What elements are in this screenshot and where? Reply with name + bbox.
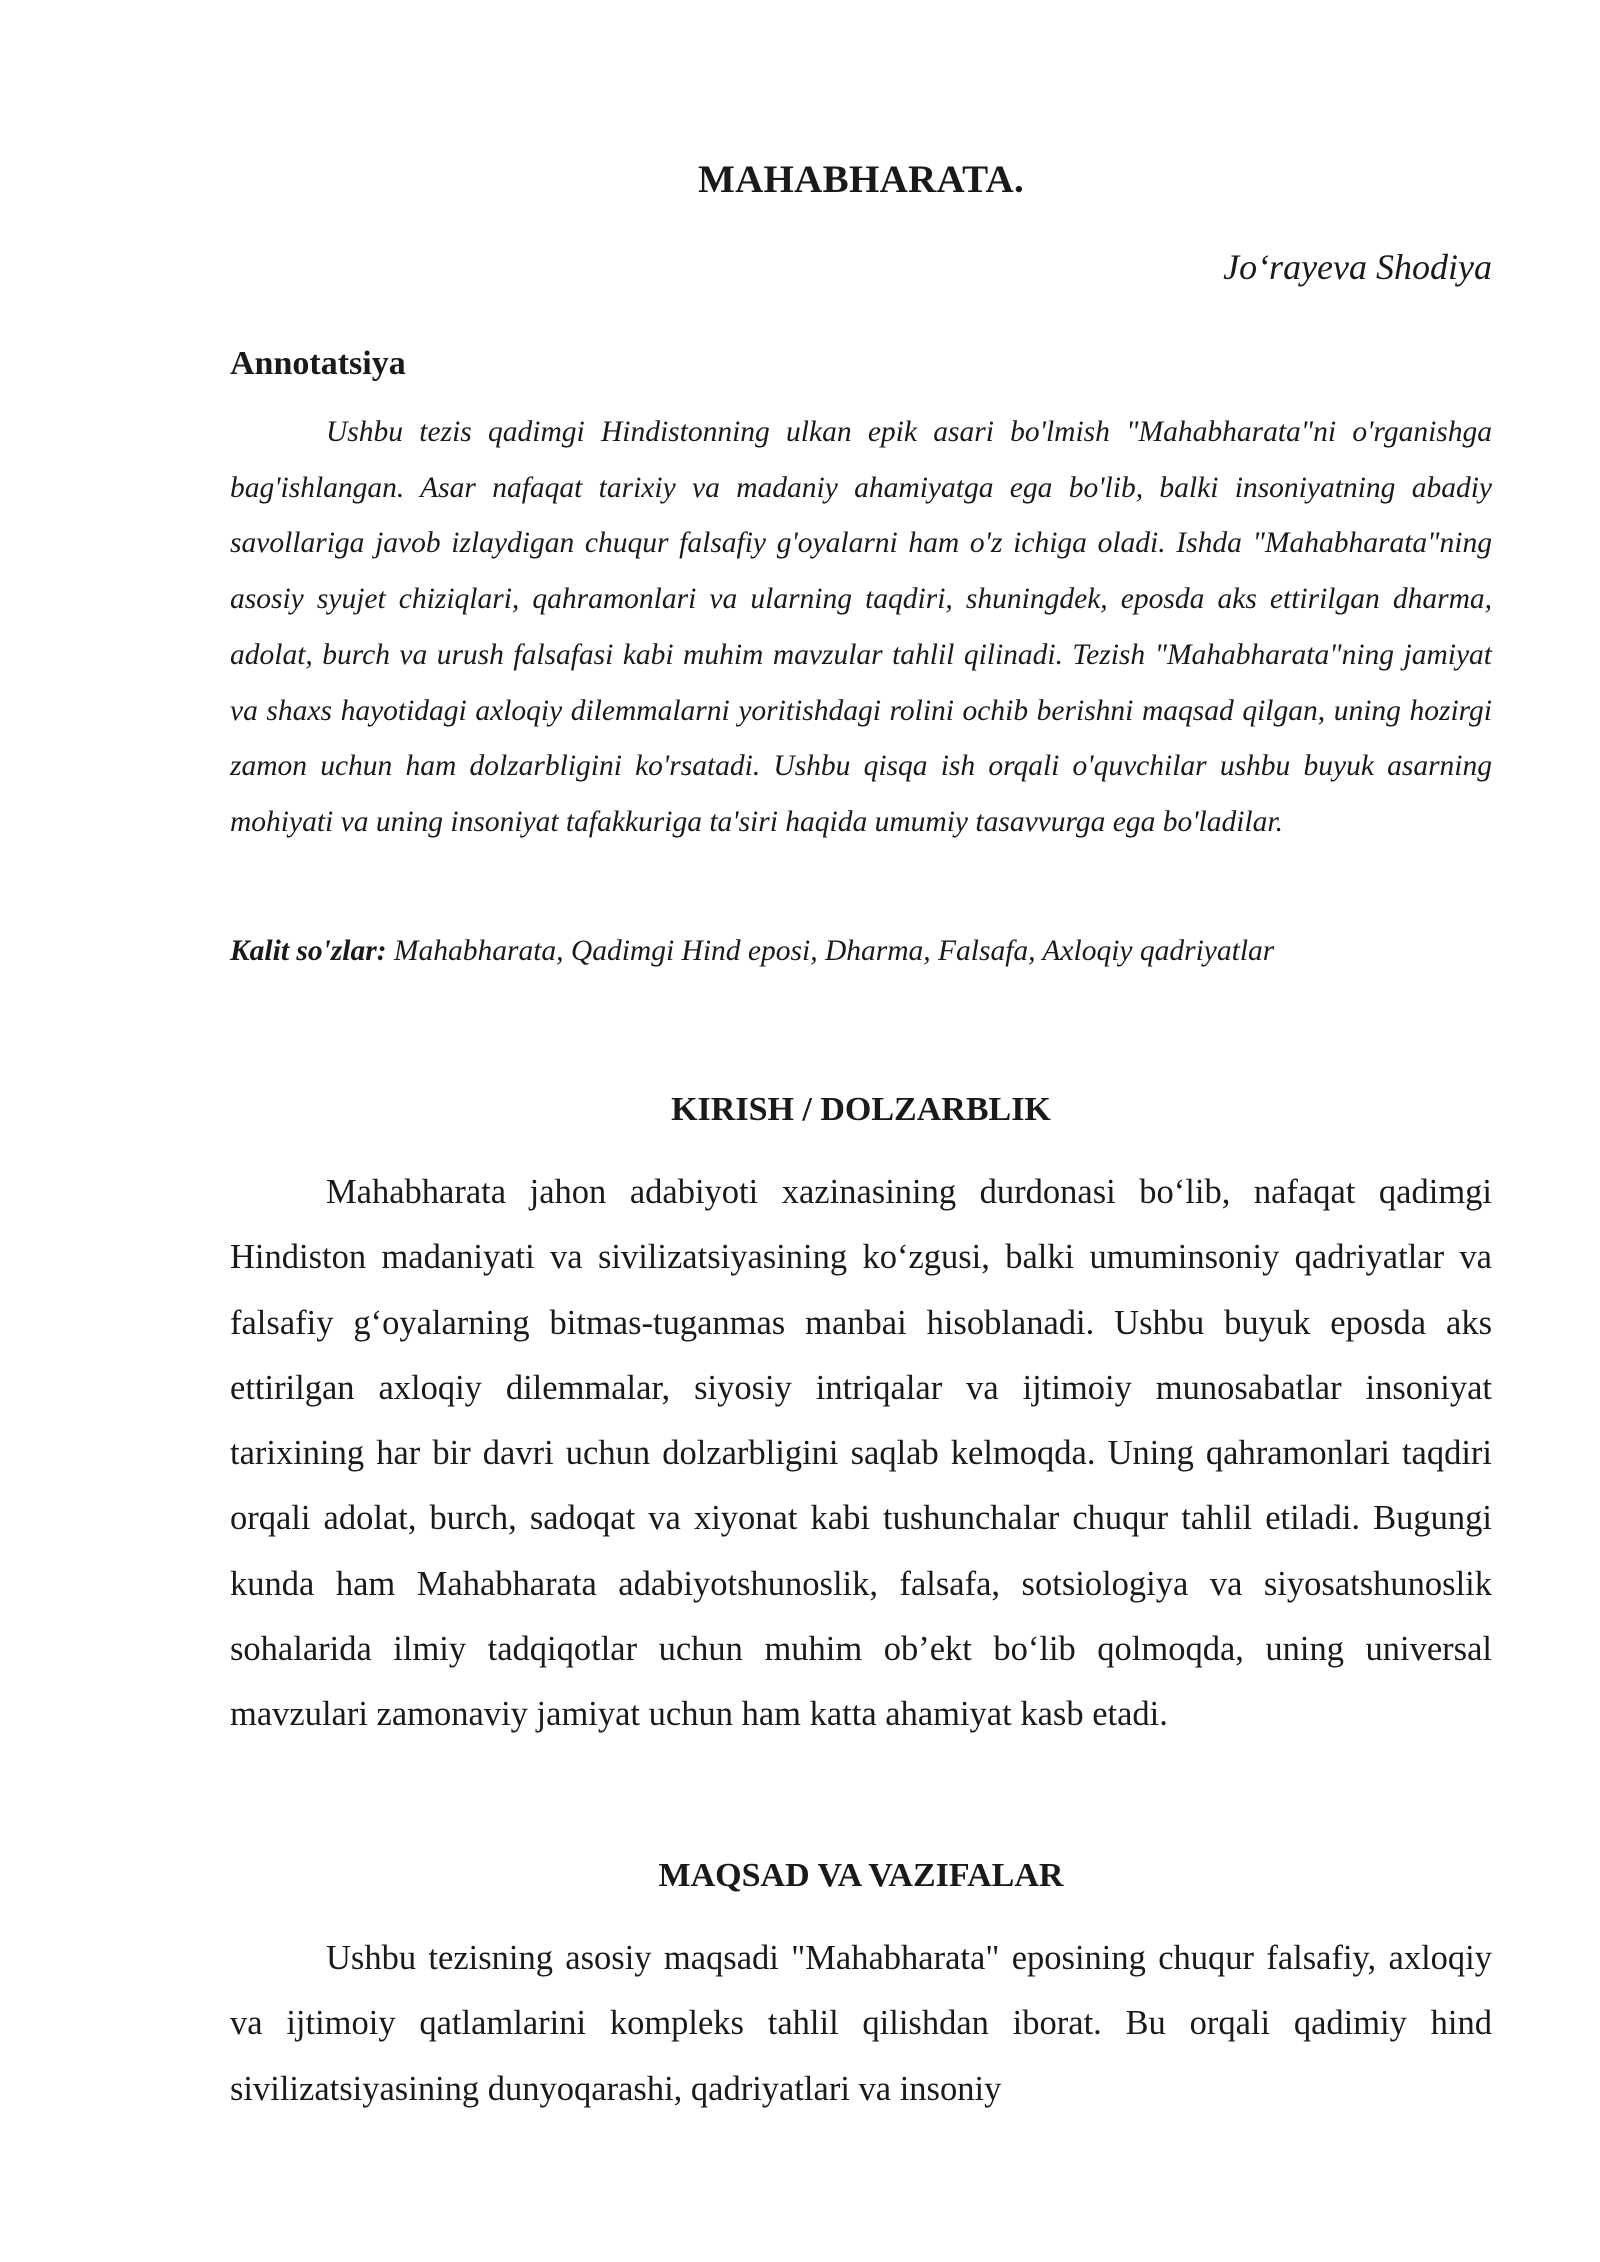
document-title: MAHABHARATA. xyxy=(697,158,1025,201)
author-name: Jo‘rayeva Shodiya xyxy=(1223,247,1492,287)
keywords-label: Kalit so'zlar: xyxy=(230,935,387,967)
intro-heading: KIRISH / DOLZARBLIK xyxy=(671,1091,1051,1128)
keywords-text: Mahabharata, Qadimgi Hind eposi, Dharma, Falsafa, Axloqiy qadriyatlar xyxy=(386,935,1275,967)
annotation-heading: Annotatsiya xyxy=(230,345,406,382)
intro-paragraph: Mahabharata jahon adabiyoti xazinasining durdonasi bo‘lib, nafaqat qadimgi Hindiston madaniyati va sivilizatsiyasining ko‘zgusi, balki umuminsoniy qadriyatlar va falsafiy g‘oyalarning bitmas-tuganmas manbai hisoblanadi. Ushbu buyuk eposda aks ettirilgan axloqiy dilemmalar, siyosiy intriqalar va ijtimoiy munosabatlar insoniyat tarixining har bir davri uchun dolzarbligini saqlab kelmoqda. Uning qahramonlari taqdiri orqali adolat, burch, sadoqat va xiyonat kabi tushunchalar chuqur tahlil etiladi. Bugungi kunda ham Mahabharata adabiyotshunoslik, falsafa, sotsiologiya va siyosatshunoslik sohalarida ilmiy tadqiqotlar uchun muhim ob’ekt bo‘lib qolmoqda, uning universal mavzulari zamonaviy jamiyat uchun ham katta ahamiyat kasb etadi. xyxy=(230,1173,1492,1734)
keywords xyxy=(230,926,1492,976)
goals-paragraph: Ushbu tezisning asosiy maqsadi "Mahabharata" eposining chuqur falsafiy, axloqiy va ijtimoiy qatlamlarini kompleks tahlil qilishdan iborat. Bu orqali qadimiy hind sivilizatsiyasining dunyoqarashi, qadriyatlari va insoniy xyxy=(230,1939,1492,2108)
goals-heading: MAQSAD VA VAZIFALAR xyxy=(658,1857,1064,1894)
annotation-text: Ushbu tezis qadimgi Hindistonning ulkan epik asari bo'lmish "Mahabharata"ni o'rganishga bag'ishlangan. Asar nafaqat tarixiy va madaniy ahamiyatga ega bo'lib, balki insoniyatning abadiy savollariga javob izlaydigan chuqur falsafiy g'oyalarni ham o'z ichiga oladi. Ishda "Mahabharata"ning asosiy syujet chiziqlari, qahramonlari va ularning taqdiri, shuningdek, eposda aks ettirilgan dharma, adolat, burch va urush falsafasi kabi muhim mavzular tahlil qilinadi. Tezish "Mahabharata"ning jamiyat va shaxs hayotidagi axloqiy dilemmalarni yoritishdagi rolini ochib berishni maqsad qilgan, uning hozirgi zamon uchun ham dolzarbligini ko'rsatadi. Ushbu qisqa ish orqali o'quvchilar ushbu buyuk asarning mohiyati va uning insoniyat tafakkuriga ta'siri haqida umumiy tasavvurga ega bo'ladilar. xyxy=(230,416,1492,838)
